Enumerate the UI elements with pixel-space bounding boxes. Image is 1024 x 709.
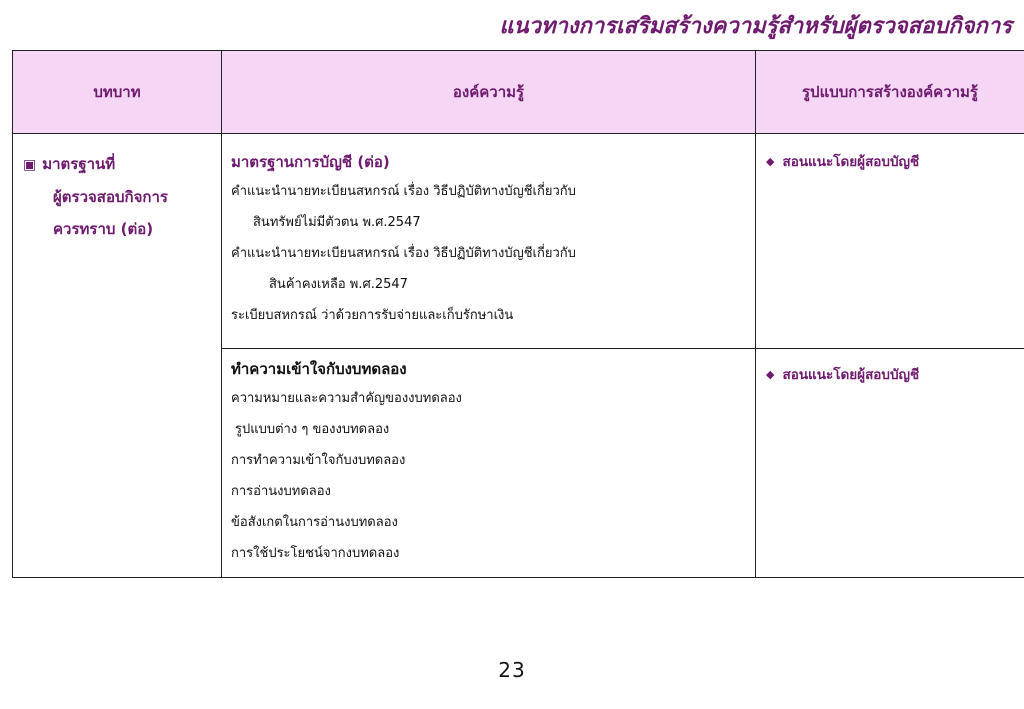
format-item	[766, 363, 1016, 385]
knowledge-line: สินทรัพย์ไม่มีตัวตน พ.ศ.2547	[253, 215, 421, 230]
table-row	[13, 134, 1024, 349]
knowledge-heading: มาตรฐานการบัญชี (ต่อ)	[231, 153, 390, 171]
knowledge-line: ความหมายและความสำคัญของงบทดลอง	[231, 391, 462, 406]
page-title: แนวทางการเสริมสร้างความรู้สำหรับผู้ตรวจสอบกิจการ	[499, 14, 1012, 39]
knowledge-cell	[222, 134, 756, 349]
knowledge-line: คำแนะนำนายทะเบียนสหกรณ์ เรื่อง วิธีปฏิบัติทางบัญชีเกี่ยวกับ	[231, 184, 576, 199]
knowledge-line: การใช้ประโยชน์จากงบทดลอง	[231, 546, 400, 561]
knowledge-line: คำแนะนำนายทะเบียนสหกรณ์ เรื่อง วิธีปฏิบัติทางบัญชีเกี่ยวกับ	[231, 246, 576, 261]
format-item	[766, 150, 1016, 172]
boxed-square-bullet-icon: ▣	[23, 157, 37, 173]
role-line: ผู้ตรวจสอบกิจการ	[53, 188, 168, 206]
diamond-bullet-icon: ◆	[766, 368, 775, 381]
format-text: สอนแนะโดยผู้สอบบัญชี	[782, 367, 920, 383]
role-text: มาตรฐานที่	[42, 155, 116, 173]
knowledge-line: การอ่านงบทดลอง	[231, 484, 331, 499]
header-knowledge: องค์ความรู้	[222, 51, 756, 134]
format-cell	[756, 349, 1024, 578]
knowledge-cell	[222, 349, 756, 578]
knowledge-line: การทำความเข้าใจกับงบทดลอง	[231, 453, 406, 468]
role-line: ควรทราบ (ต่อ)	[53, 220, 154, 238]
format-cell	[756, 134, 1024, 349]
header-role: บทบาท	[13, 51, 222, 134]
knowledge-table	[12, 50, 1024, 578]
page-number: 23	[498, 658, 526, 682]
header-format: รูปแบบการสร้างองค์ความรู้	[756, 51, 1024, 134]
knowledge-line: ระเบียบสหกรณ์ ว่าด้วยการรับจ่ายและเก็บรักษาเงิน	[231, 308, 514, 323]
table-header-row	[13, 51, 1024, 134]
knowledge-line: สินค้าคงเหลือ พ.ศ.2547	[269, 277, 408, 292]
role-line	[23, 148, 213, 181]
knowledge-line: ข้อสังเกตในการอ่านงบทดลอง	[231, 515, 398, 530]
knowledge-line: รูปแบบต่าง ๆ ของงบทดลอง	[235, 422, 390, 437]
role-cell	[13, 134, 222, 578]
knowledge-heading: ทำความเข้าใจกับงบทดลอง	[231, 360, 407, 378]
format-text: สอนแนะโดยผู้สอบบัญชี	[782, 154, 920, 170]
diamond-bullet-icon: ◆	[766, 155, 775, 168]
